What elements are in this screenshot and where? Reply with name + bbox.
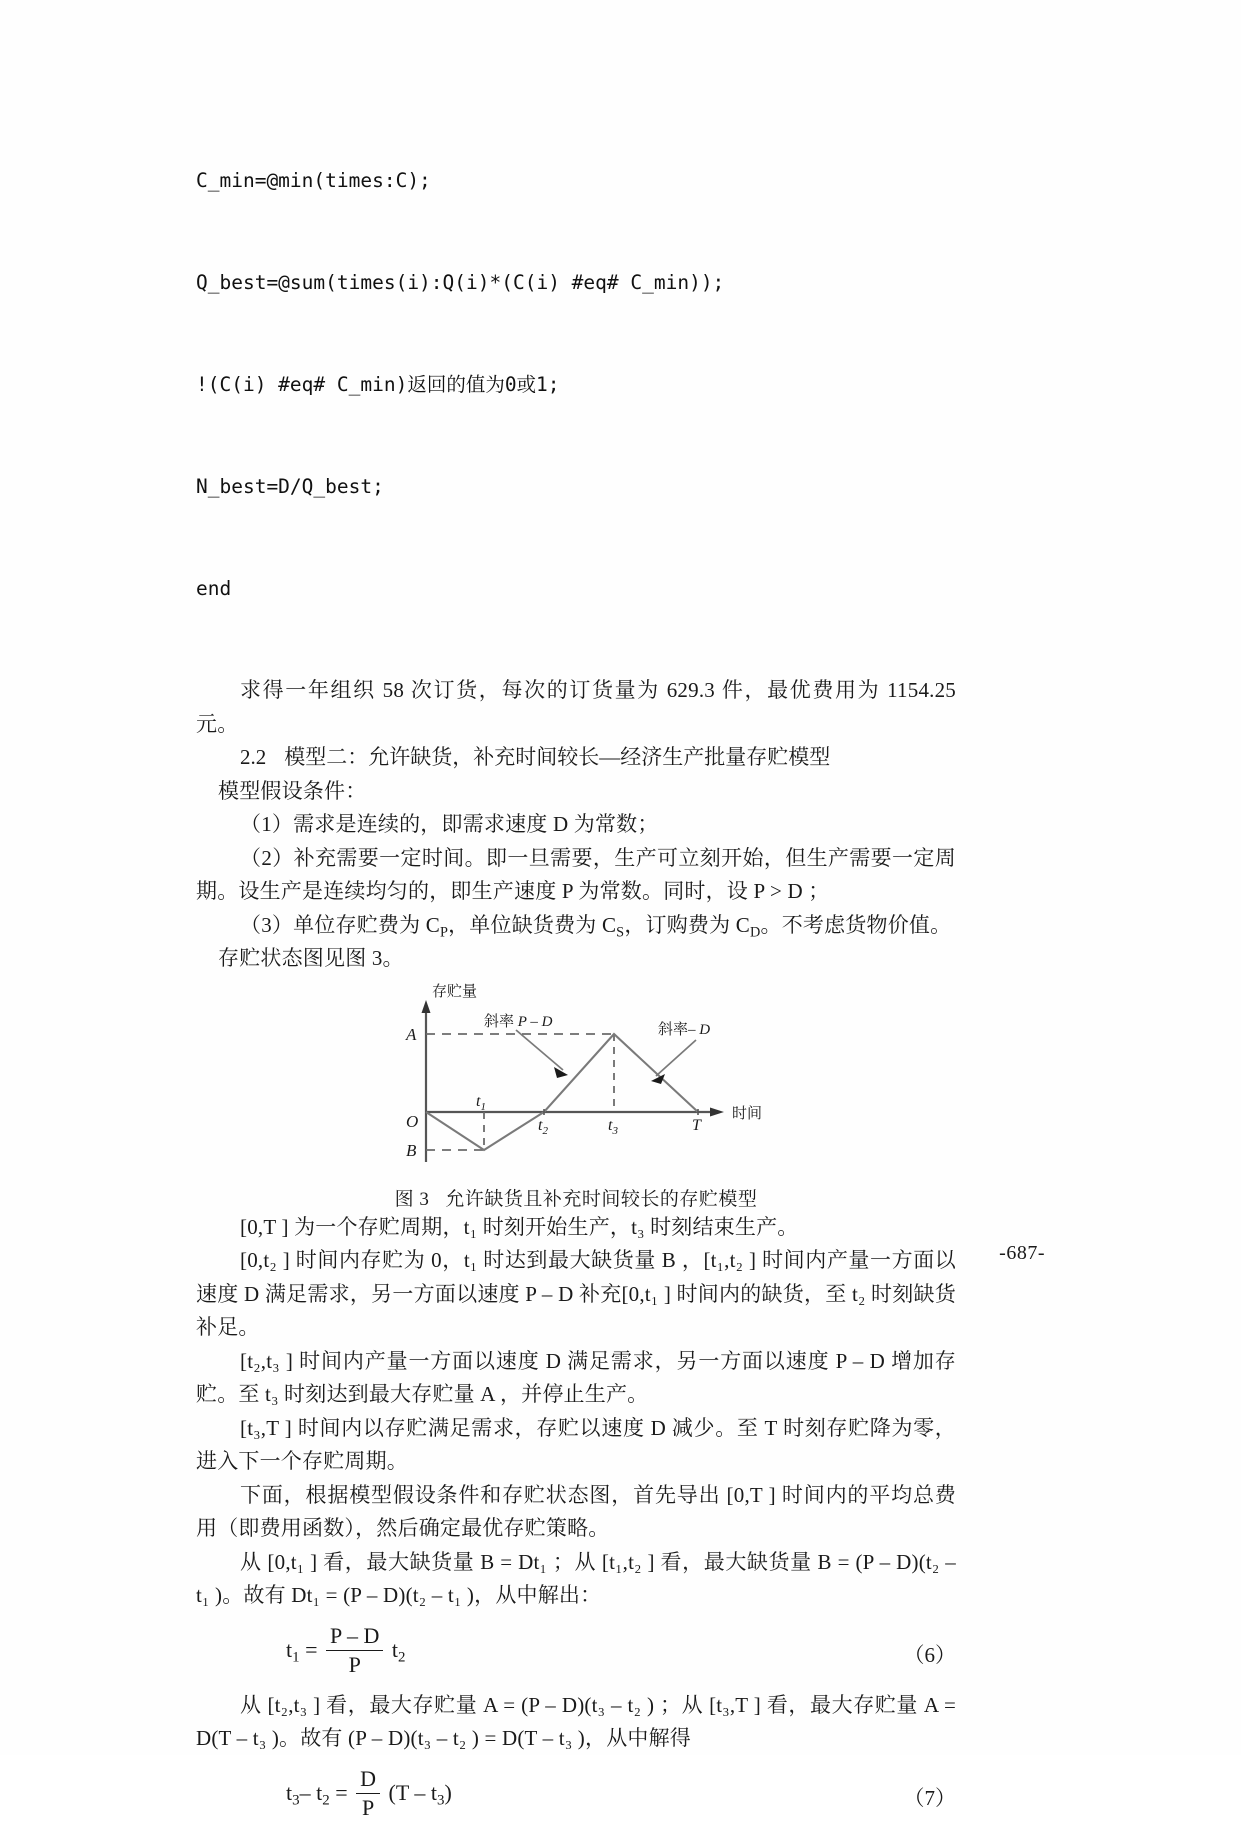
slope-down-leader — [656, 1040, 696, 1076]
assumptions-header: 模型假设条件： — [218, 778, 367, 803]
equation-7 — [286, 1766, 452, 1821]
eq7-rhs-tail: ) — [444, 1780, 452, 1805]
eq7-rhs — [388, 1780, 452, 1809]
figure-reference: 存贮状态图见图 3。 — [218, 946, 404, 970]
inventory-state-diagram — [366, 982, 786, 1182]
assumption-3 — [196, 909, 956, 943]
eq6-rhs-var: t — [391, 1637, 398, 1662]
figure-caption — [196, 1184, 956, 1211]
eq7-minus: – t — [299, 1780, 323, 1805]
slope-up-leader — [516, 1030, 563, 1070]
subscript-s: S — [616, 923, 625, 940]
label-t1: $t_1$ — [476, 1092, 486, 1113]
code-line: C_min=@min(times:C); — [196, 169, 431, 192]
label-T: T — [692, 1116, 701, 1134]
result-paragraph: 求得一年组织 58 次订货，每次的订货量为 629.3 件，最优费用为 1154.25 元。 — [196, 678, 956, 736]
equation-7-row — [196, 1766, 956, 1822]
eq6-numerator: P – D — [326, 1623, 383, 1651]
equation-6 — [286, 1623, 405, 1678]
eq7-lhs-var: t — [286, 1780, 293, 1805]
subscript-p: P — [439, 923, 449, 940]
paragraph-derivation-intro: 下面，根据模型假设条件和存贮状态图，首先导出 [0,T ] 时间内的平均总费用（即费用函数），然后确定最优存贮策略。 — [196, 1482, 956, 1540]
y-axis-arrow — [422, 1000, 431, 1013]
eq7-rhs-sub: 3 — [437, 1792, 445, 1809]
annotation-slope-down: 斜率– D — [658, 1021, 711, 1038]
annotation-slope-up: 斜率 P – D — [484, 1013, 553, 1030]
section-heading — [196, 741, 956, 775]
assumption-3-part-d: 。不考虑货物价值。 — [760, 912, 952, 937]
eq7-rhs-var: (T – t — [388, 1780, 438, 1805]
lingo-code-block — [196, 96, 956, 674]
figure-caption-text: 允许缺货且补充时间较长的存贮模型 — [445, 1188, 758, 1210]
eq6-lhs — [286, 1637, 300, 1666]
eq6-lhs-sub: 1 — [292, 1649, 300, 1666]
eq7-denominator: P — [361, 1794, 375, 1820]
eq7-fraction — [356, 1766, 380, 1821]
page-content — [196, 96, 956, 1832]
eq6-lhs-var: t — [286, 1637, 293, 1662]
label-A: A — [406, 1024, 417, 1044]
eq7-equals: = — [335, 1780, 348, 1805]
section-title: 模型二：允许缺货，补充时间较长—经济生产批量存贮模型 — [284, 745, 831, 769]
figure-3 — [196, 982, 956, 1211]
label-t2: $t_2$ — [538, 1116, 548, 1137]
equation-6-row — [196, 1623, 956, 1679]
x-axis-label: 时间 — [732, 1105, 763, 1122]
eq6-denominator: P — [348, 1651, 361, 1677]
eq6-fraction — [326, 1623, 383, 1678]
label-t3: $t_3$ — [608, 1116, 618, 1137]
assumption-3-part-a: （3）单位存贮费为 C — [240, 912, 440, 937]
eq6-rhs — [391, 1637, 406, 1666]
code-line: !(C(i) #eq# C_min)返回的值为0或1; — [196, 373, 560, 396]
assumption-3-part-c: ，订购费为 C — [624, 912, 750, 937]
paragraph-eq7-lead: 从 [t₂,t₃ ] 看，最大存贮量 A = (P – D)(t₃ – t₂ ) ；从 [t₃,T ] 看，最大存贮量 A = D(T – t₃ )。故有 (P – D)(t₃ – t₂ ) = D(T – t₃ )，从中解得 — [196, 1692, 956, 1750]
x-axis-arrow — [710, 1107, 724, 1116]
eq6-rhs-sub: 2 — [397, 1649, 406, 1666]
eq7-lhs — [286, 1780, 330, 1809]
y-axis-label: 存贮量 — [432, 983, 478, 1000]
assumption-2: （2）补充需要一定时间。即一旦需要，生产可立刻开始，但生产需要一定周期。设生产是连续均匀的，即生产速度 P 为常数。同时，设 P > D ； — [196, 845, 956, 903]
code-line: end — [196, 577, 232, 600]
paragraph-phase-2: [t₂,t₃ ] 时间内产量一方面以速度 D 满足需求，另一方面以速度 P – D 增加存贮。至 t₃ 时刻达到最大存贮量 A ，并停止生产。 — [196, 1348, 956, 1406]
equation-6-number: （6） — [903, 1642, 956, 1667]
code-line: N_best=D/Q_best; — [196, 475, 384, 498]
paragraph-phase-3: [t₃,T ] 时间内以存贮满足需求，存贮以速度 D 减少。至 T 时刻存贮降为零，进入下一个存贮周期。 — [196, 1415, 956, 1473]
paragraph-eq6-lead: 从 [0,t₁ ] 看，最大缺货量 B = Dt₁ ；从 [t₁,t₂ ] 看，最大缺货量 B = (P – D)(t₂ – t₁ )。故有 Dt₁ = (P – D)(t₂ – t₁ )，从中解出： — [196, 1549, 956, 1607]
eq7-lhs-sub2: 2 — [322, 1792, 330, 1809]
page-number: -687- — [999, 1242, 1045, 1264]
label-origin: O — [406, 1111, 419, 1131]
inventory-level-curve — [426, 1034, 698, 1150]
section-number: 2.2 — [240, 745, 267, 769]
figure-caption-number: 图 3 — [394, 1188, 430, 1210]
subscript-d: D — [749, 923, 761, 940]
equation-7-number: （7） — [903, 1785, 956, 1810]
label-B: B — [406, 1140, 417, 1160]
code-line: Q_best=@sum(times(i):Q(i)*(C(i) #eq# C_min)); — [196, 271, 725, 294]
eq7-numerator: D — [356, 1766, 380, 1794]
eq6-equals: = — [305, 1637, 318, 1662]
assumption-3-part-b: ，单位缺货费为 C — [448, 912, 617, 937]
eq7-lhs-sub1: 3 — [292, 1792, 300, 1809]
assumption-1: （1）需求是连续的，即需求速度 D 为常数； — [240, 812, 659, 836]
paragraph-cycle: [0,T ] 为一个存贮周期，t₁ 时刻开始生产，t₃ 时刻结束生产。 — [240, 1214, 799, 1239]
paragraph-phase-1: [0,t₂ ] 时间内存贮为 0，t₁ 时达到最大缺货量 B ，[t₁,t₂ ] 时间内产量一方面以速度 D 满足需求，另一方面以速度 P – D 补充[0,t₁ ] 时间内的缺货，至 t₂ 时刻缺货补足。 — [196, 1248, 956, 1339]
